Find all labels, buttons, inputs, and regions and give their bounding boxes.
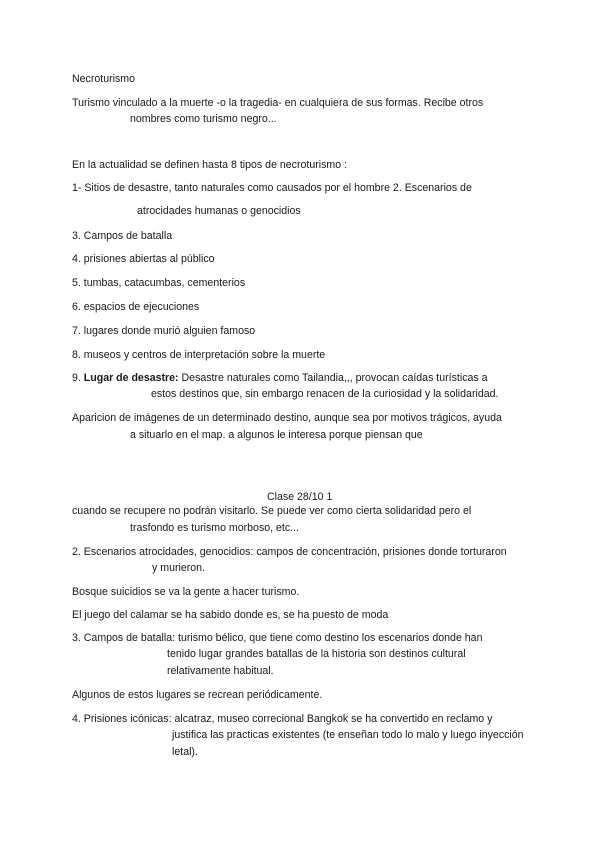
campos-line-1: 3. Campos de batalla: turismo bélico, que tiene como destino los escenarios donde han — [72, 632, 483, 644]
list-item-8: 8. museos y centros de interpretación sobre la muerte — [72, 349, 326, 361]
list-item-7: 7. lugares donde murió alguien famoso — [72, 325, 256, 337]
bosque-line: Bosque suicidios se va la gente a hacer turismo. — [72, 586, 300, 598]
list-item-9-number: 9. — [72, 372, 84, 384]
list-item-4: 4. prisiones abiertas al público — [72, 253, 215, 265]
list-item-5: 5. tumbas, catacumbas, cementerios — [72, 277, 246, 289]
algunos-line: Algunos de estos lugares se recrean periódicamente. — [72, 689, 323, 701]
escenarios-line-1: 2. Escenarios atrocidades, genocidios: campos de concentración, prisiones donde torturaron — [72, 546, 507, 558]
campos-line-3: relativamente habitual. — [167, 665, 274, 677]
escenarios-line-2: y murieron. — [152, 562, 205, 574]
document-title: Necroturismo — [72, 73, 135, 85]
juego-line: El juego del calamar se ha sabido donde es, se ha puesto de moda — [72, 609, 389, 621]
continuation-line-1: cuando se recupere no podrán visitarlo. Se puede ver como cierta solidaridad pero el — [72, 505, 472, 517]
intro-line-2: nombres como turismo negro... — [130, 113, 277, 125]
continuation-line-2: trasfondo es turismo morboso, etc... — [130, 522, 299, 534]
list-item-6: 6. espacios de ejecuciones — [72, 301, 200, 313]
list-item-9-cont: estos destinos que, sin embargo renacen de la curiosidad y la solidaridad. — [151, 388, 499, 400]
aparicion-line-1: Aparicion de imágenes de un determinado destino, aunque sea por motivos trágicos, ayuda — [72, 412, 502, 424]
class-heading: Clase 28/10 1 — [267, 491, 333, 503]
intro-line-1: Turismo vinculado a la muerte -o la tragedia- en cualquiera de sus formas. Recibe otros — [72, 97, 484, 109]
campos-line-2: tenido lugar grandes batallas de la historia son destinos cultural — [167, 648, 466, 660]
list-item-9 — [72, 372, 488, 385]
prisiones-line-1: 4. Prisiones icónicas: alcatraz, museo correcional Bangkok se ha convertido en reclamo y — [72, 713, 493, 725]
list-item-1-cont: atrocidades humanas o genocidios — [137, 205, 301, 217]
list-item-9-bold: Lugar de desastre: — [83, 372, 179, 384]
list-item-1: 1- Sitios de desastre, tanto naturales como causados por el hombre 2. Escenarios de — [72, 182, 472, 194]
list-item-3: 3. Campos de batalla — [72, 230, 173, 242]
prisiones-line-2: justifica las practicas existentes (te enseñan todo lo malo y luego inyección — [172, 729, 524, 741]
list-item-9-text: Desastre naturales como Tailandia,,, provocan caídas turísticas a — [178, 372, 488, 384]
prisiones-line-3: letal). — [172, 746, 198, 758]
types-heading: En la actualidad se definen hasta 8 tipos de necroturismo : — [72, 159, 348, 171]
aparicion-line-2: a situarlo en el map. a algunos le interesa porque piensan que — [130, 429, 423, 441]
